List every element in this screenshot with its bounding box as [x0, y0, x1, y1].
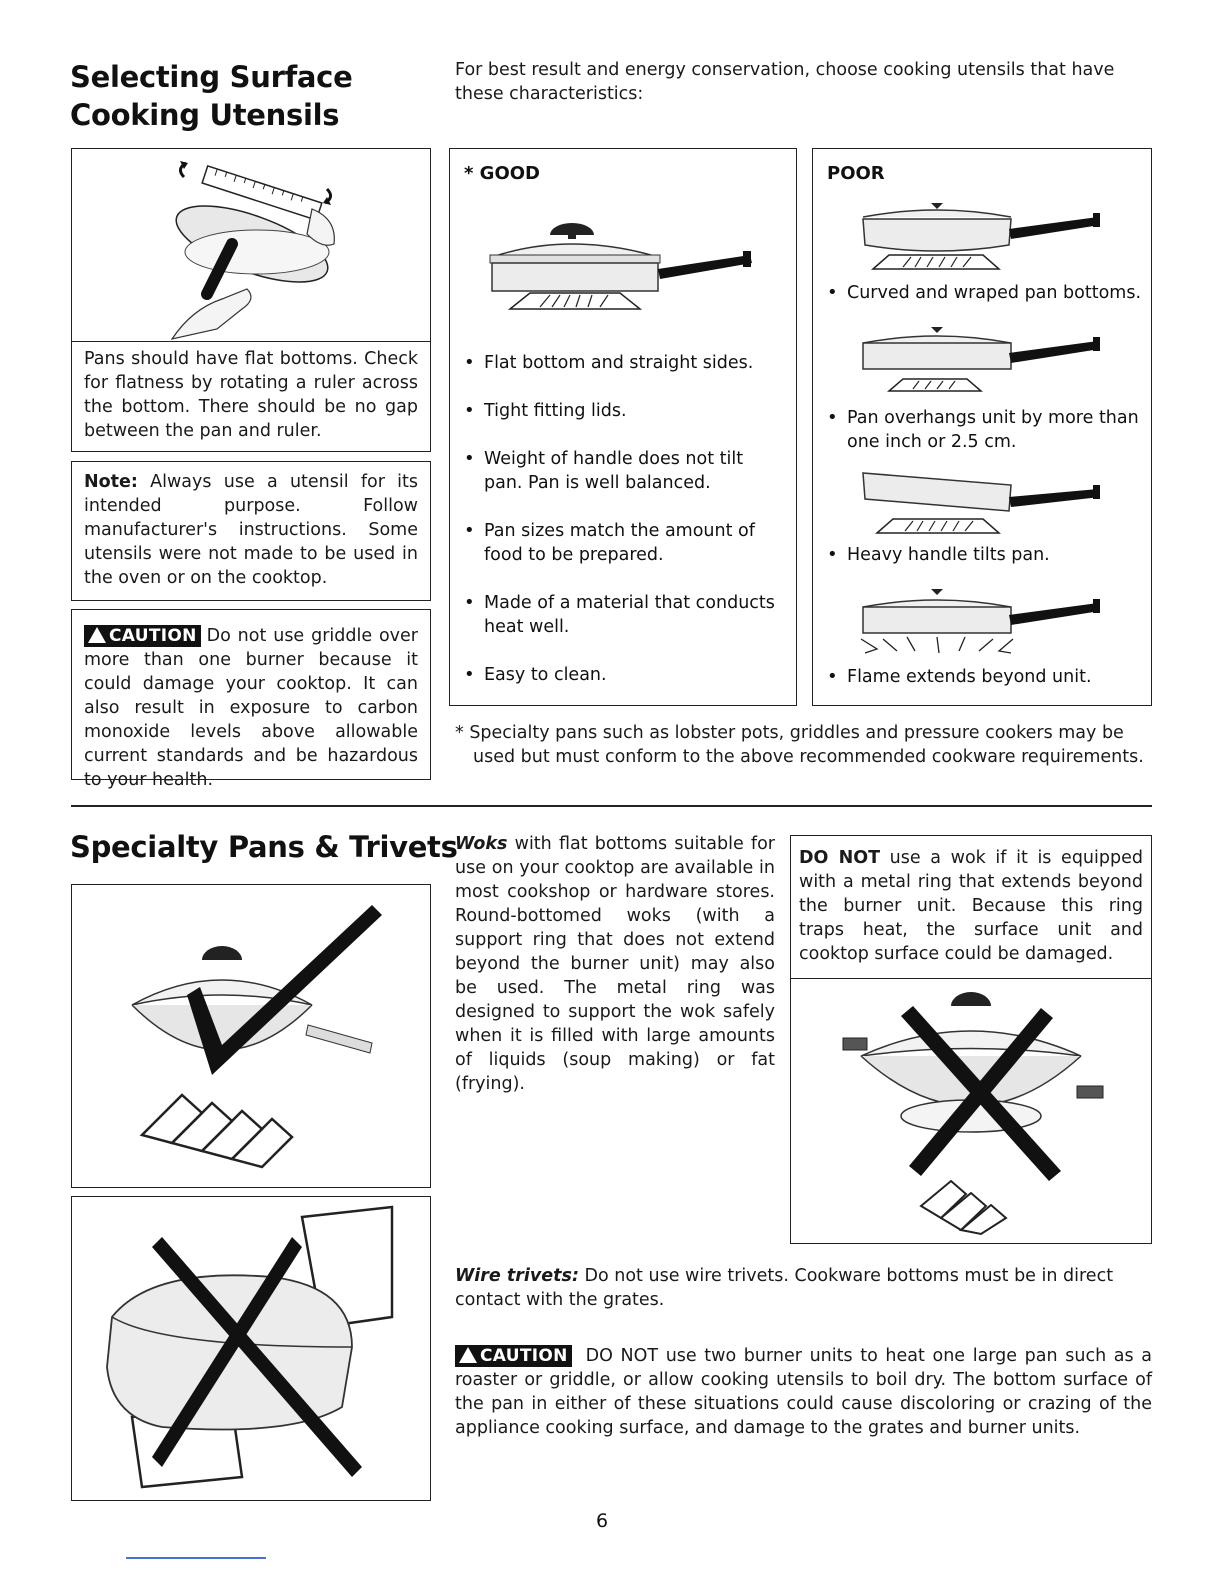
caution-badge-2 [455, 1345, 572, 1367]
title-line-1: Selecting Surface [70, 60, 353, 94]
intro-text: For best result and energy conservation, choose cooking utensils that have these characteristics: [455, 60, 1115, 104]
poor-pan-tilt-illustration [853, 467, 1113, 537]
poor-item: • Flame extends beyond unit. [825, 665, 1143, 689]
caution-text-griddle: Do not use griddle over more than one burner because it could damage your cooktop. It can also result in exposure to carbon monoxide levels above allowable current standards and be hazardous to your health. [84, 626, 418, 790]
note-text: Always use a utensil for its intended purpose. Follow manufacturer's instructions. Some utensils were not made to be used in the oven or on the cooktop. [84, 472, 418, 588]
poor-pan-flame-illustration [853, 585, 1113, 665]
good-box [449, 148, 797, 706]
caution-label-2: CAUTION [480, 1346, 568, 1366]
good-item: • Flat bottom and straight sides. [462, 351, 782, 375]
poor-item: • Curved and wraped pan bottoms. [825, 281, 1143, 305]
good-item: • Easy to clean. [462, 663, 782, 687]
good-title: * GOOD [464, 163, 540, 184]
woks-label: Woks [455, 834, 508, 854]
poor-pan-overhang-illustration [853, 325, 1113, 401]
poor-list-1 [825, 281, 1143, 305]
caution-paragraph-burners [455, 1344, 1152, 1440]
caution-label: CAUTION [109, 626, 197, 646]
title-line-2: Cooking Utensils [70, 98, 340, 132]
roaster-over-two-burners-illustration [72, 1197, 429, 1497]
woks-text: with flat bottoms suitable for use on your cooktop are available in most cookshop or hardware stores. Round-bottomed woks (with a support ring that does not extend beyond the burner unit) may also be used. The metal ring was designed to support the wok safely when it is filled with large amounts of liquids (soup making) or fat (frying). [455, 834, 775, 1094]
wok-with-ring-illustration [831, 986, 1111, 1236]
section-title-specialty: Specialty Pans & Trivets [70, 830, 458, 864]
warning-triangle-icon [459, 1347, 477, 1363]
poor-item: • Heavy handle tilts pan. [825, 543, 1143, 567]
donot-label: DO NOT [799, 848, 881, 868]
warning-triangle-icon [88, 627, 106, 643]
good-item: • Pan sizes match the amount of food to be prepared. [462, 519, 782, 567]
section-title-selecting [70, 58, 352, 134]
good-pan-illustration [480, 217, 770, 317]
note-paragraph [84, 470, 418, 590]
note-box [71, 461, 431, 601]
donot-box [790, 835, 1152, 1244]
poor-box [812, 148, 1152, 706]
caution-paragraph-griddle [84, 624, 418, 792]
caution-text-burners: DO NOT use two burner units to heat one large pan such as a roaster or griddle, or allow cooking utensils to boil dry. The bottom surface of the pan in either of these situations could cause discoloring or crazing of the appliance cooking surface, and damage to the grates and burner units. [455, 1346, 1152, 1438]
caution-box-griddle [71, 609, 431, 790]
donot-text: use a wok if it is equipped with a metal ring that extends beyond the burner unit. Because this ring traps heat, the surface unit and cooktop surface could be damaged. [799, 848, 1143, 964]
poor-pan-curved-illustration [853, 197, 1113, 277]
good-list [462, 351, 782, 687]
ruler-check-illustration [72, 149, 429, 341]
caution-badge [84, 625, 201, 647]
donot-paragraph [799, 846, 1143, 966]
wok-on-grate-illustration [72, 885, 429, 1185]
poor-list-4 [825, 665, 1143, 689]
poor-title: POOR [827, 163, 885, 184]
trivets-text: Do not use wire trivets. Cookware bottoms must be in direct contact with the grates. [455, 1266, 1114, 1310]
poor-list-2 [825, 406, 1143, 454]
good-item: • Weight of handle does not tilt pan. Pan is well balanced. [462, 447, 782, 495]
poor-list-3 [825, 543, 1143, 567]
footer-rule [126, 1557, 266, 1559]
footnote: * Specialty pans such as lobster pots, griddles and pressure cookers may be used but must conform to the above recommended cookware requirements. [455, 723, 1144, 767]
section-divider [71, 805, 1152, 807]
trivets-paragraph [455, 1264, 1155, 1312]
woks-paragraph [455, 832, 775, 1096]
page-number: 6 [596, 1510, 609, 1532]
trivets-label: Wire trivets: [455, 1266, 579, 1286]
wok-good-box [71, 884, 431, 1188]
flat-bottom-text: Pans should have flat bottoms. Check for flatness by rotating a ruler across the bottom. There should be no gap between the pan and ruler. [84, 349, 418, 441]
flatness-box [71, 148, 431, 452]
good-item: • Made of a material that conducts heat well. [462, 591, 782, 639]
poor-item: • Pan overhangs unit by more than one inch or 2.5 cm. [825, 406, 1143, 454]
roaster-bad-box [71, 1196, 431, 1501]
good-item: • Tight fitting lids. [462, 399, 782, 423]
note-label: Note: [84, 472, 138, 492]
